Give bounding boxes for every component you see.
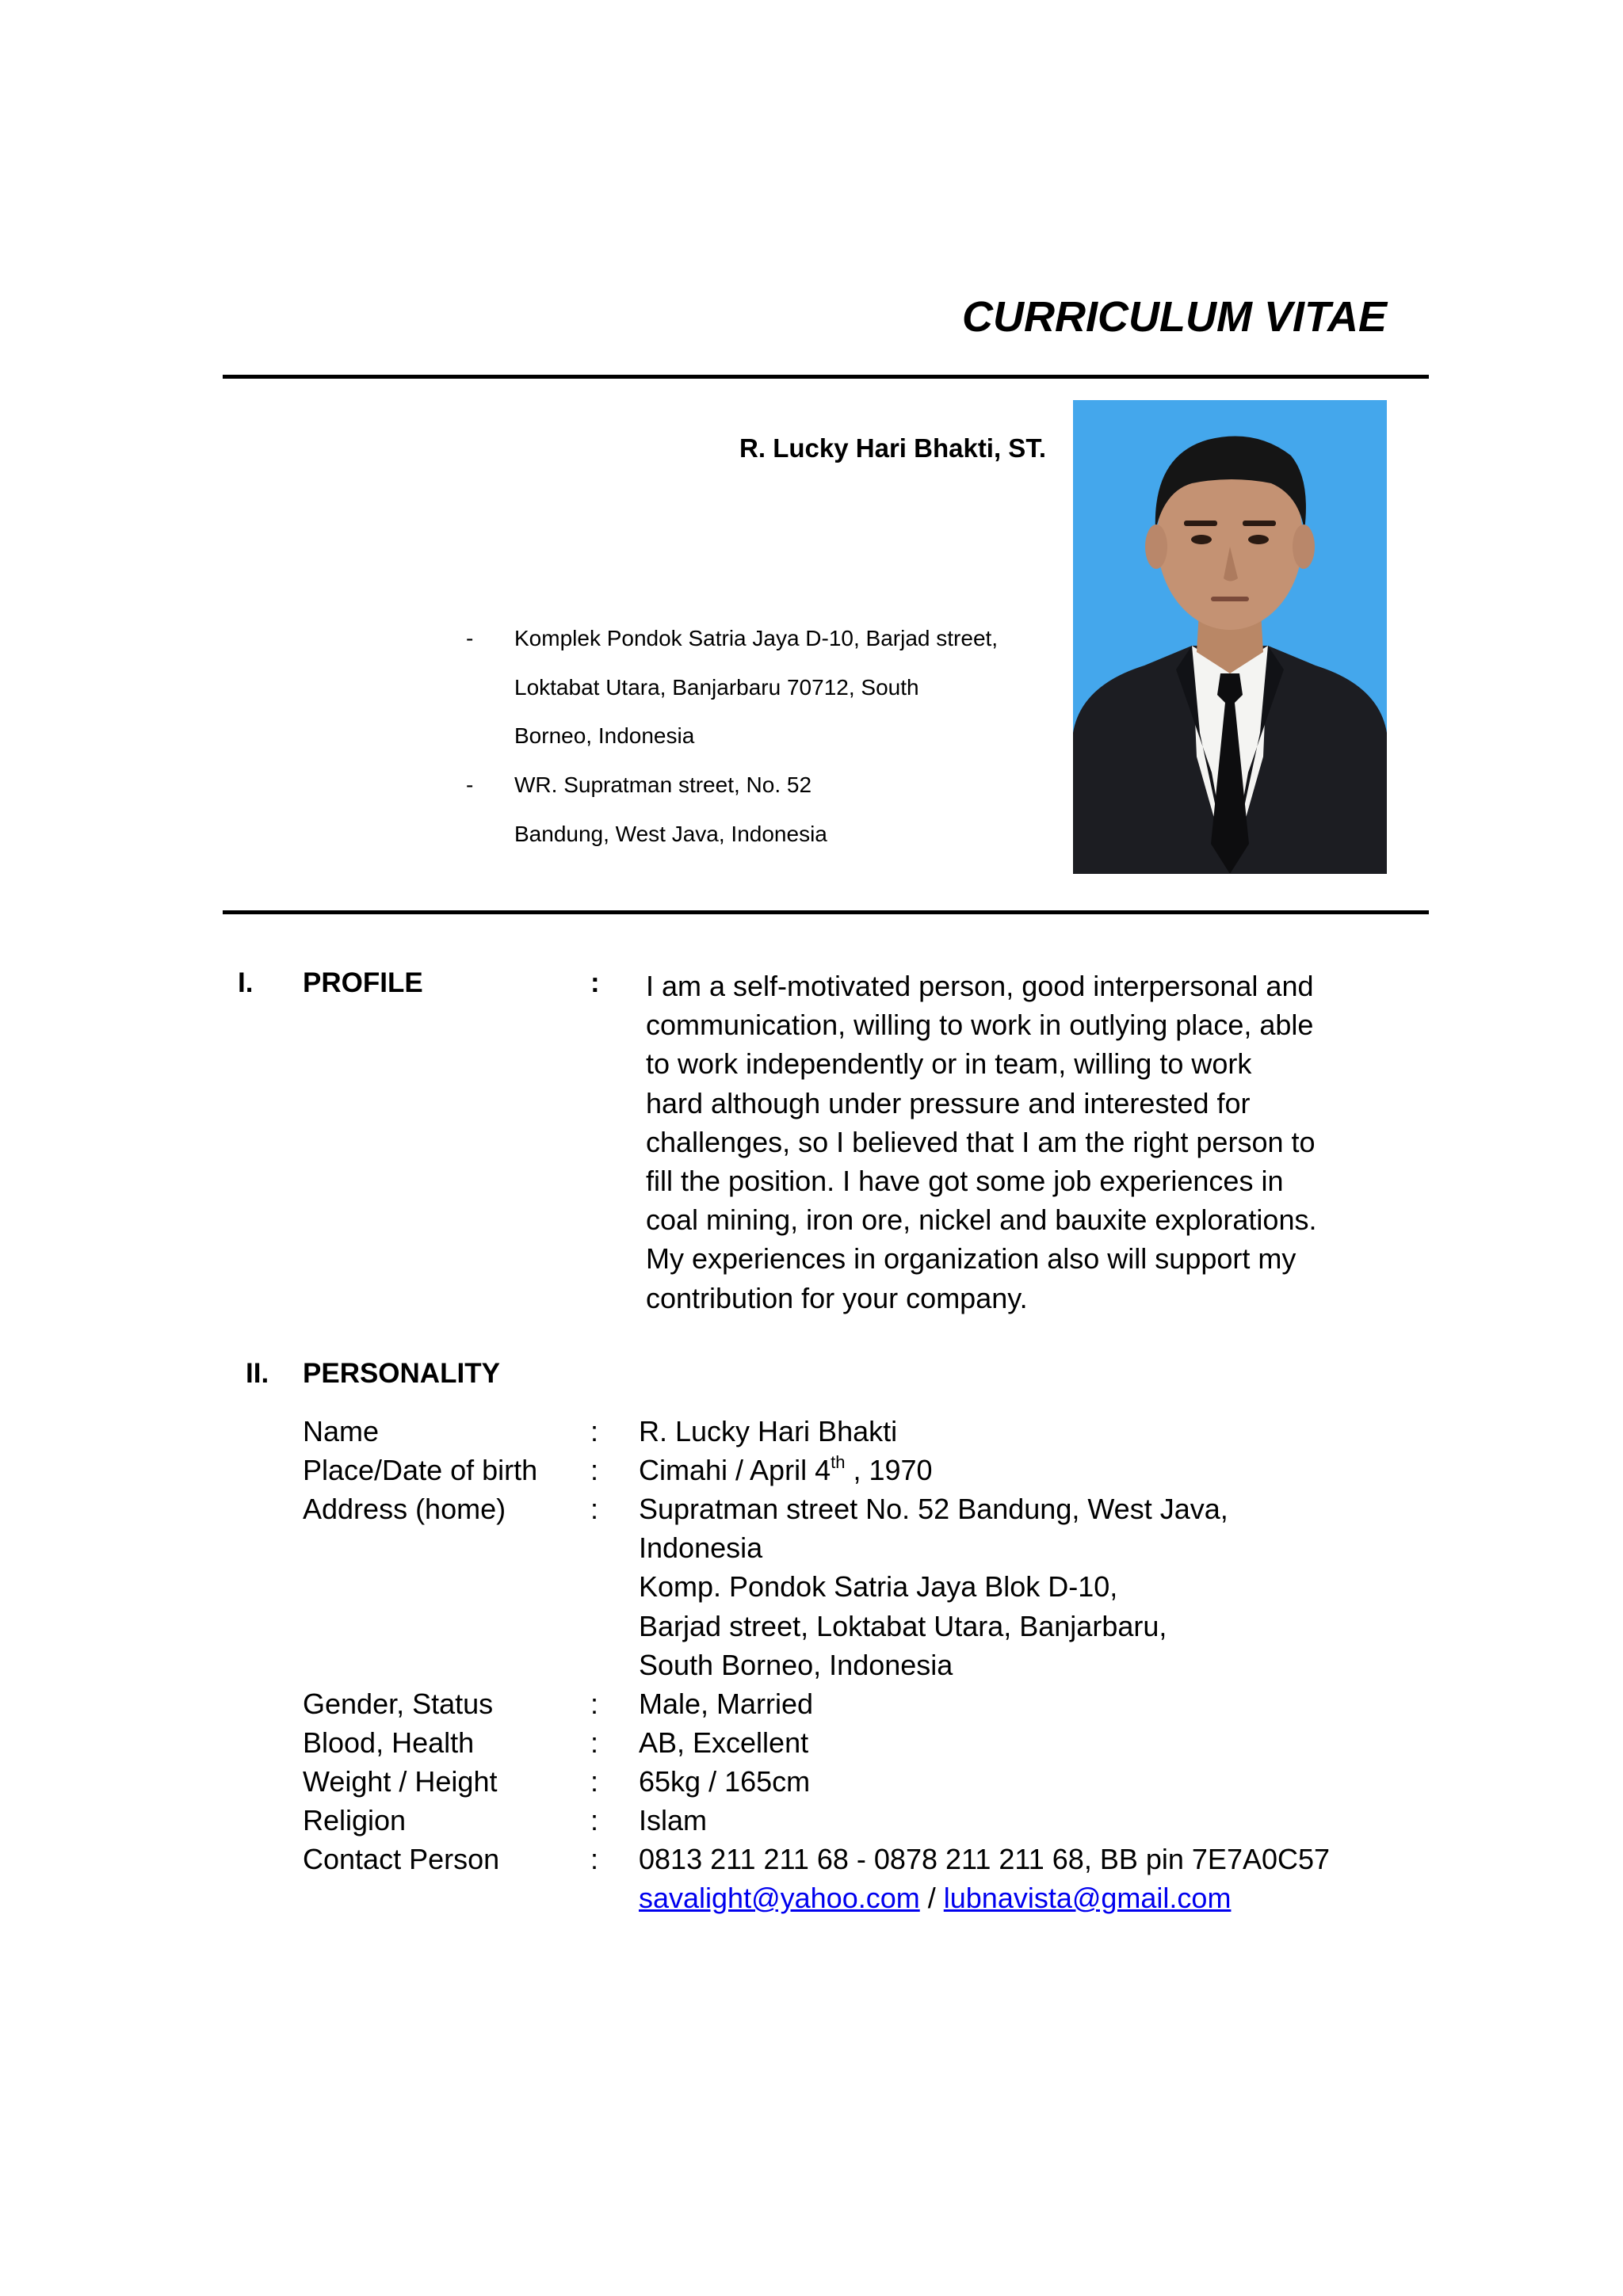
address-value-line: Supratman street No. 52 Bandung, West Java, bbox=[639, 1493, 1228, 1525]
profile-line: contribution for your company. bbox=[646, 1281, 1028, 1314]
address-bullet: - bbox=[466, 772, 474, 797]
field-colon: : bbox=[590, 1415, 599, 1447]
profile-line: I am a self-motivated person, good interpersonal and bbox=[646, 970, 1314, 1002]
profile-line: communication, willing to work in outlying place, able bbox=[646, 1009, 1314, 1042]
field-value-religion: Islam bbox=[639, 1804, 708, 1836]
profile-line: My experiences in organization also will support my bbox=[646, 1242, 1296, 1276]
field-colon: : bbox=[590, 1688, 599, 1720]
field-value-gender: Male, Married bbox=[639, 1688, 814, 1720]
field-value-contact bbox=[639, 1840, 1330, 1917]
candidate-name-heading: R. Lucky Hari Bhakti, ST. bbox=[739, 433, 1046, 463]
address-block-1 bbox=[514, 614, 1069, 761]
portrait-illustration bbox=[1073, 400, 1387, 874]
address-value-line: South Borneo, Indonesia bbox=[639, 1648, 953, 1681]
profile-line: coal mining, iron ore, nickel and bauxite explorations. bbox=[646, 1203, 1317, 1237]
profile-line: fill the position. I have got some job experiences in bbox=[646, 1165, 1284, 1198]
address-line: Bandung, West Java, Indonesia bbox=[514, 821, 827, 846]
profile-text bbox=[646, 967, 1407, 1318]
address-value-line: Barjad street, Loktabat Utara, Banjarbaru, bbox=[639, 1609, 1167, 1642]
field-value-name: R. Lucky Hari Bhakti bbox=[639, 1415, 898, 1447]
field-colon: : bbox=[590, 1804, 599, 1836]
address-value-line: Komp. Pondok Satria Jaya Blok D-10, bbox=[639, 1570, 1118, 1604]
field-colon: : bbox=[590, 1726, 599, 1759]
email-separator: / bbox=[919, 1882, 944, 1915]
profile-line: challenges, so I believed that I am the right person to bbox=[646, 1125, 1316, 1158]
birth-ordinal-suffix: th bbox=[831, 1452, 846, 1472]
contact-emails bbox=[639, 1878, 1330, 1917]
field-value-weight: 65kg / 165cm bbox=[639, 1765, 811, 1798]
field-colon: : bbox=[590, 1765, 599, 1798]
field-label-religion: Religion bbox=[303, 1804, 407, 1836]
section-title-profile: PROFILE bbox=[303, 967, 423, 998]
address-value-line: Indonesia bbox=[639, 1531, 763, 1565]
field-label-birth: Place/Date of birth bbox=[303, 1454, 538, 1486]
profile-line: to work independently or in team, willing to work bbox=[646, 1047, 1252, 1081]
profile-line: hard although under pressure and interested for bbox=[646, 1086, 1251, 1119]
section-number: II. bbox=[246, 1358, 269, 1389]
field-label-address: Address (home) bbox=[303, 1493, 506, 1525]
profile-photo bbox=[1073, 400, 1387, 874]
birth-value-year: , 1970 bbox=[845, 1454, 933, 1486]
field-value-address bbox=[639, 1489, 1228, 1684]
address-line: WR. Supratman street, No. 52 bbox=[514, 772, 812, 797]
address-block-2 bbox=[514, 761, 1069, 858]
field-label-weight: Weight / Height bbox=[303, 1765, 498, 1798]
email-link-gmail[interactable]: lubnavista@gmail.com bbox=[943, 1882, 1232, 1915]
address-line: Komplek Pondok Satria Jaya D-10, Barjad street, bbox=[514, 626, 999, 650]
field-label-gender: Gender, Status bbox=[303, 1688, 494, 1720]
address-bullet: - bbox=[466, 626, 474, 650]
section-colon: : bbox=[590, 967, 600, 998]
section-title-personality: PERSONALITY bbox=[303, 1358, 500, 1389]
field-value-birth bbox=[639, 1451, 933, 1489]
contact-phone: 0813 211 211 68 - 0878 211 211 68, BB pin 7E7A0C57 bbox=[639, 1843, 1331, 1875]
address-line: Borneo, Indonesia bbox=[514, 723, 695, 748]
field-label-blood: Blood, Health bbox=[303, 1726, 475, 1759]
section-number: I. bbox=[238, 967, 254, 998]
field-colon: : bbox=[590, 1454, 599, 1486]
header-divider bbox=[223, 910, 1429, 914]
field-value-blood: AB, Excellent bbox=[639, 1726, 809, 1759]
field-colon: : bbox=[590, 1843, 599, 1875]
birth-value-main: Cimahi / April 4 bbox=[639, 1454, 831, 1486]
address-line: Loktabat Utara, Banjarbaru 70712, South bbox=[514, 674, 919, 700]
field-colon: : bbox=[590, 1493, 599, 1525]
field-label-contact: Contact Person bbox=[303, 1843, 500, 1875]
email-link-yahoo[interactable]: savalight@yahoo.com bbox=[639, 1882, 920, 1915]
field-label-name: Name bbox=[303, 1415, 380, 1447]
document-title: CURRICULUM VITAE bbox=[962, 293, 1387, 341]
top-divider bbox=[223, 375, 1429, 379]
